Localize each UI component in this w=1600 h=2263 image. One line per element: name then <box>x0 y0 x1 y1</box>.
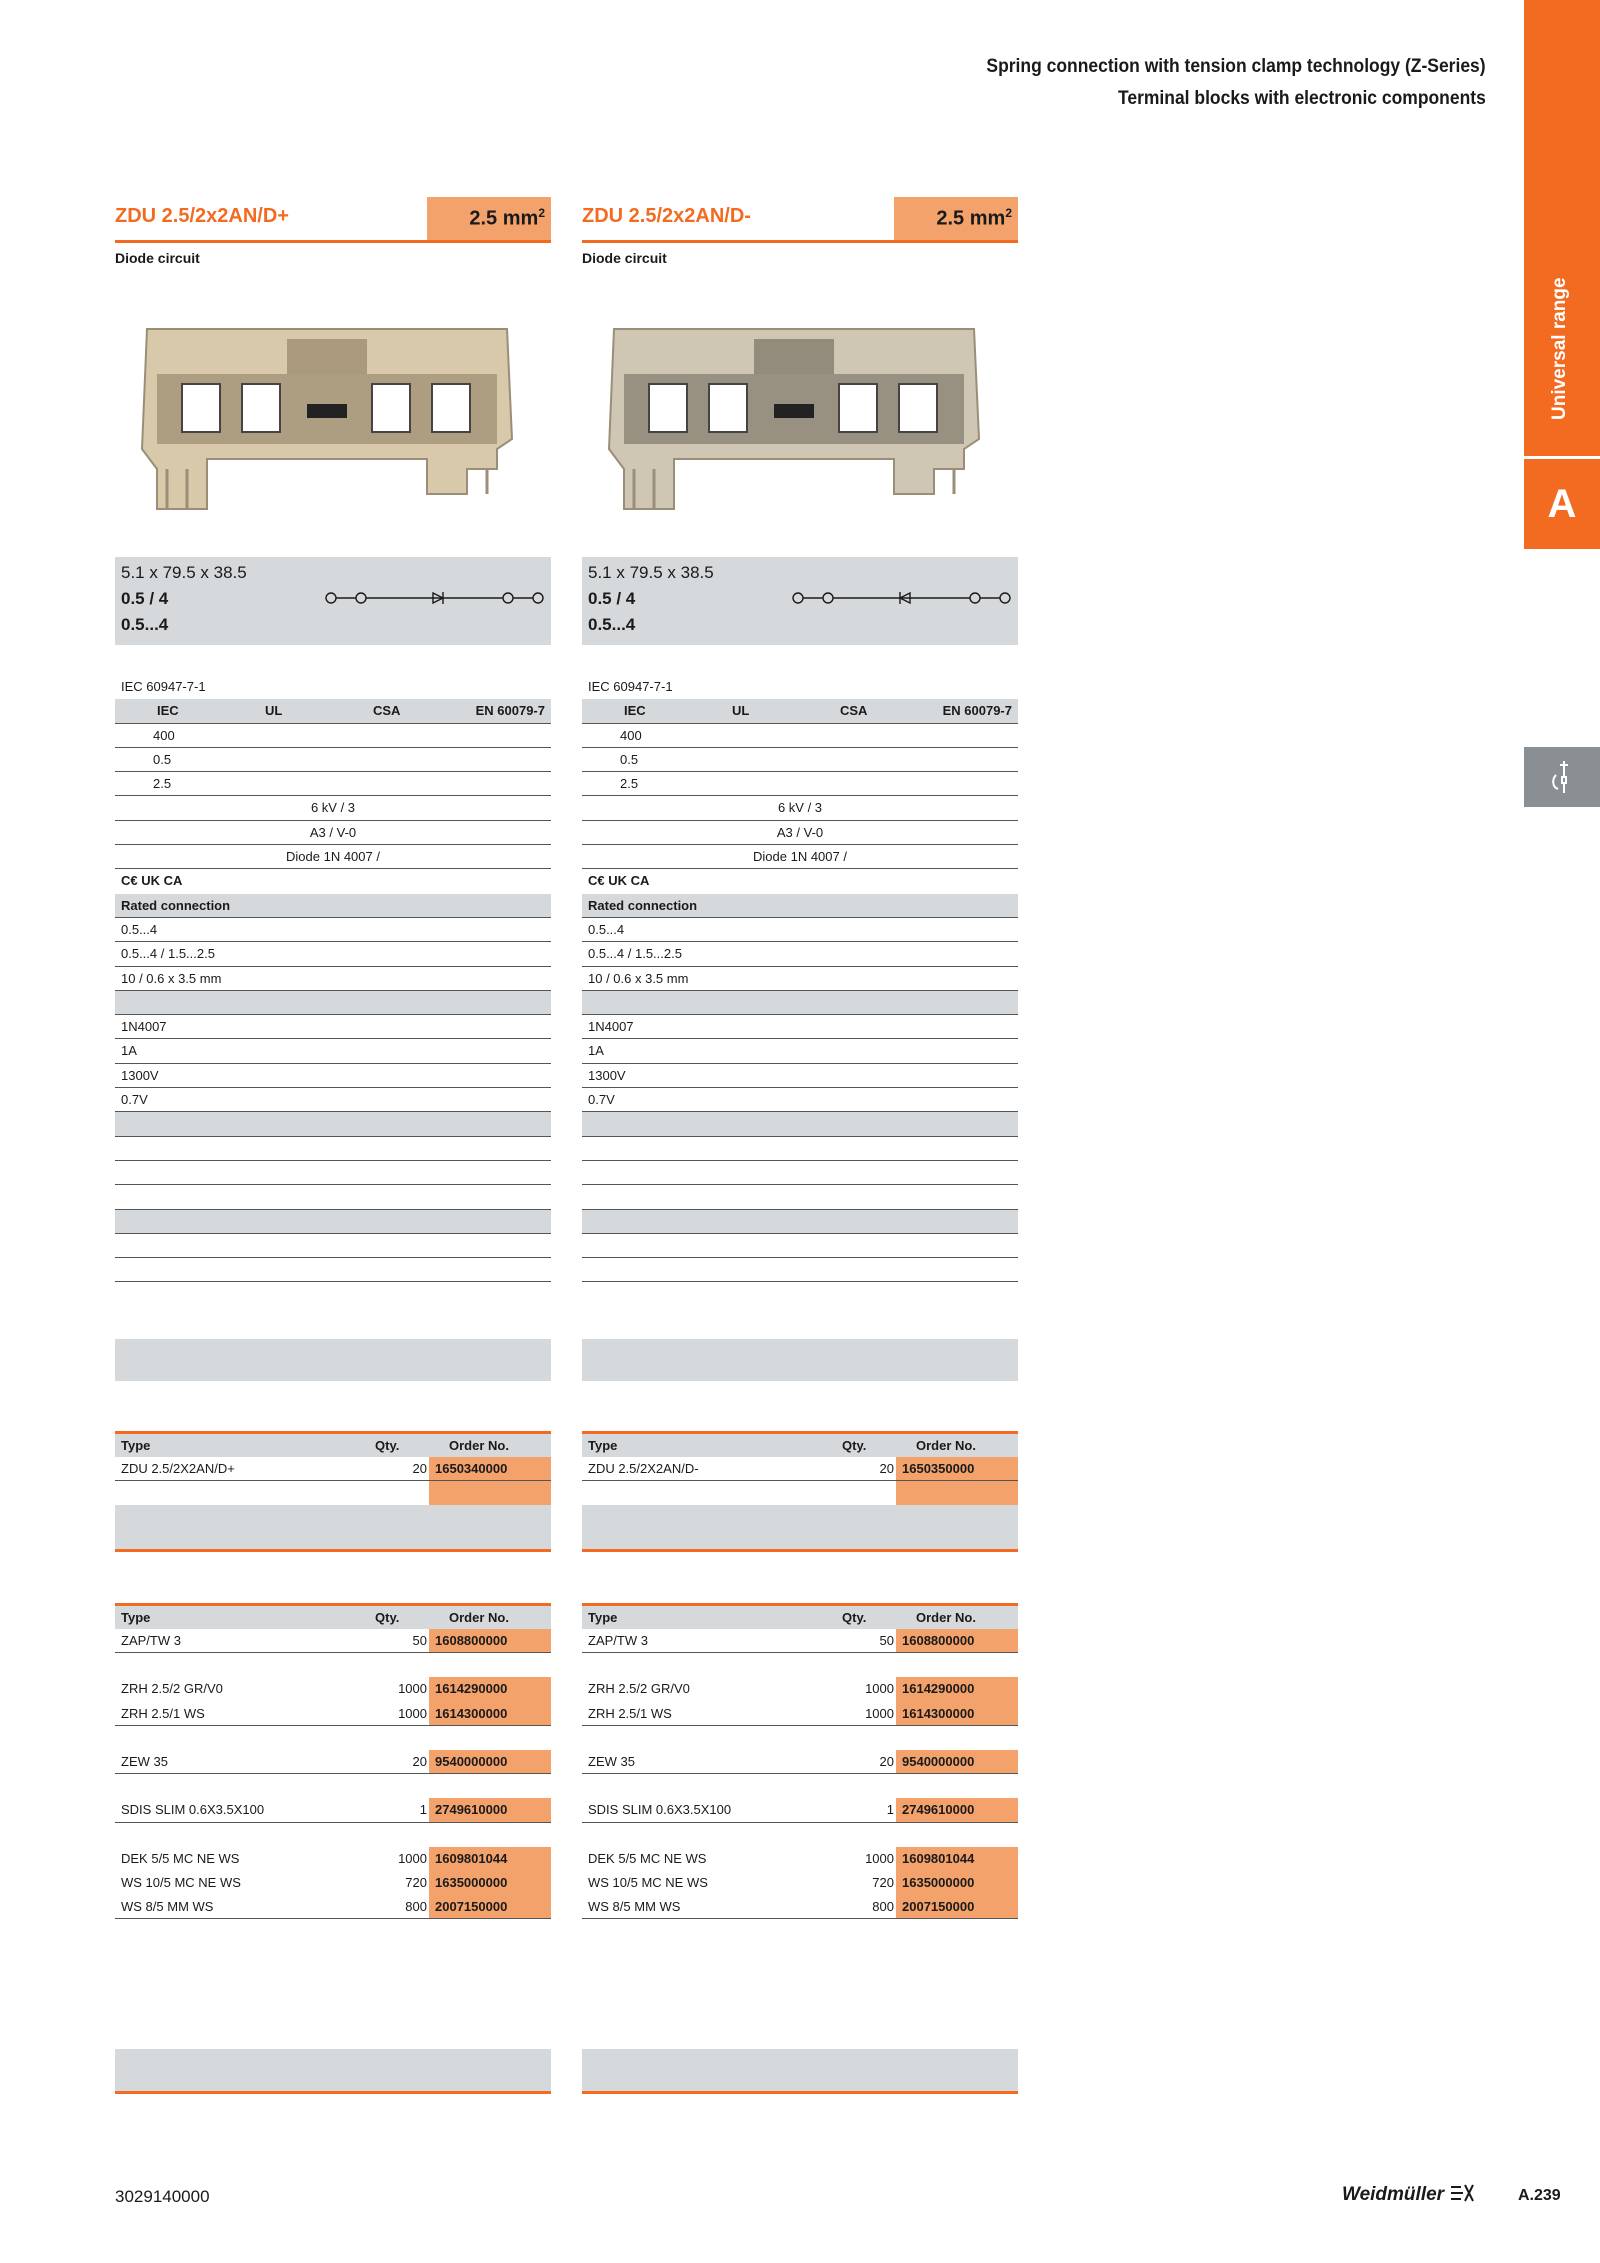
rating-row: 2.5 <box>115 772 551 796</box>
product-name: ZDU 2.5/2x2AN/D+ <box>115 205 289 227</box>
accessory-qty: 20 <box>412 1753 427 1769</box>
accessory-type: ZAP/TW 3 <box>588 1633 648 1648</box>
doc-number: 3029140000 <box>115 2187 210 2206</box>
product-name: ZDU 2.5/2x2AN/D- <box>582 205 751 227</box>
catalog-title: Spring connection with tension clamp technology (Z-Series) <box>986 56 1486 77</box>
accessory-row[interactable] <box>582 1798 1018 1822</box>
component-row: 1N4007 <box>582 1015 1018 1039</box>
accessory-order-number[interactable]: 2749610000 <box>429 1798 551 1821</box>
accessory-qty: 1000 <box>865 1850 894 1866</box>
product-column-minus <box>582 197 1018 1915</box>
property-row: 6 kV / 3 <box>582 796 1018 820</box>
accessory-type: DEK 5/5 MC NE WS <box>121 1850 240 1866</box>
accessory-qty: 720 <box>405 1874 427 1890</box>
blank-row <box>115 1161 551 1185</box>
rating-row: 2.5 <box>582 772 1018 796</box>
order-qty: 20 <box>879 1461 894 1476</box>
order-type: ZDU 2.5/2X2AN/D- <box>588 1461 699 1476</box>
accessory-type: ZAP/TW 3 <box>121 1633 181 1648</box>
accessory-row[interactable] <box>115 1847 551 1871</box>
product-subtitle: Diode circuit <box>115 250 200 266</box>
accessory-order-number[interactable]: 9540000000 <box>429 1750 551 1773</box>
accessories-table <box>582 1603 1018 1919</box>
accessory-row[interactable] <box>582 1871 1018 1895</box>
accessory-qty: 1000 <box>398 1850 427 1866</box>
notes-box <box>115 1339 551 1381</box>
approval-header <box>115 699 551 723</box>
section-header-blank <box>582 1112 1018 1136</box>
accessory-row[interactable] <box>115 1702 551 1726</box>
accessory-spacer <box>115 1823 551 1847</box>
screwdriver-icon <box>1542 757 1582 797</box>
accessory-qty: 720 <box>872 1874 894 1890</box>
order-number[interactable]: 1650340000 <box>429 1457 551 1480</box>
blank-row <box>582 1161 1018 1185</box>
product-subtitle: Diode circuit <box>582 250 667 266</box>
accessory-type: SDIS SLIM 0.6X3.5X100 <box>121 1802 265 1818</box>
accessory-order-number[interactable]: 1614290000 <box>429 1677 551 1701</box>
order-type: ZDU 2.5/2X2AN/D+ <box>121 1461 235 1476</box>
dimensions-text: 5.1 x 79.5 x 38.5 <box>121 563 247 582</box>
accessory-row[interactable] <box>115 1895 551 1919</box>
brand-mark-icon <box>1449 2183 1475 2203</box>
footer-notes-box <box>115 2049 551 2091</box>
header-csa: CSA <box>373 703 401 719</box>
accessory-type: ZEW 35 <box>588 1753 635 1769</box>
accessory-type: SDIS SLIM 0.6X3.5X100 <box>588 1802 732 1818</box>
accessory-row[interactable] <box>115 1798 551 1822</box>
product-title-bar <box>115 197 551 243</box>
order-end-line <box>115 1549 551 1552</box>
footer-notes-box <box>582 2049 1018 2091</box>
accessory-type: ZRH 2.5/1 WS <box>121 1705 205 1721</box>
brand-name: Weidmüller <box>1342 2184 1445 2205</box>
accessory-row[interactable] <box>115 1871 551 1895</box>
header-ul: UL <box>732 703 750 719</box>
accessory-order-number[interactable]: 1635000000 <box>896 1871 1018 1895</box>
terminal-block-image <box>127 319 527 519</box>
rating-row: 400 <box>582 724 1018 748</box>
rated-connection-header: Rated connection <box>115 894 551 918</box>
accessories-table <box>115 1603 551 1919</box>
section-header-blank <box>582 1210 1018 1234</box>
accessory-type: ZRH 2.5/1 WS <box>588 1705 672 1721</box>
brand-logo <box>1342 2183 1475 2206</box>
diode-circuit-symbol <box>792 587 1012 609</box>
notes-box <box>582 1339 1018 1381</box>
cross-section-badge: 2.5 $mm^2$ <box>427 197 551 240</box>
cert-row <box>582 869 1018 893</box>
header-en: EN 60079-7 <box>475 703 545 719</box>
clamping-range: 0.5 / 4 <box>121 589 169 608</box>
accessory-spacer <box>582 1774 1018 1798</box>
accessory-qty: 1 <box>886 1802 894 1818</box>
accessory-qty: 1000 <box>865 1681 894 1697</box>
order-row-empty <box>582 1481 1018 1505</box>
accessory-qty: 1000 <box>398 1681 427 1697</box>
accessory-order-number[interactable]: 2007150000 <box>429 1895 551 1918</box>
accessory-qty: 1000 <box>398 1705 427 1721</box>
connection-row: 0.5...4 <box>115 918 551 942</box>
property-row: Diode 1N 4007 / <box>115 845 551 869</box>
accessory-spacer <box>115 1726 551 1750</box>
cert-row <box>115 869 551 893</box>
rating-row: 0.5 <box>115 748 551 772</box>
column-end-line <box>115 2091 551 2094</box>
standard-row: IEC 60947-7-1 <box>588 679 673 694</box>
order-row-empty <box>115 1481 551 1505</box>
accessory-type: ZRH 2.5/2 GR/V0 <box>121 1681 223 1697</box>
header-iec: IEC <box>624 703 646 719</box>
accessory-row[interactable] <box>115 1677 551 1701</box>
accessory-row[interactable] <box>582 1677 1018 1701</box>
accessory-order-number[interactable]: 1609801044 <box>896 1847 1018 1871</box>
component-row: 1A <box>582 1039 1018 1063</box>
conductor-range: 0.5...4 <box>588 615 636 634</box>
header-en: EN 60079-7 <box>942 703 1012 719</box>
header-ul: UL <box>265 703 283 719</box>
accessories-header: Type Qty. Order No. <box>582 1603 1018 1629</box>
certification-mark: C€ UK CA <box>588 873 650 889</box>
order-notes-box <box>115 1505 551 1549</box>
side-section-letter[interactable]: A <box>1524 459 1600 549</box>
blank-row <box>115 1185 551 1209</box>
accessory-qty: 800 <box>872 1899 894 1915</box>
dimensions-box <box>582 557 1018 645</box>
component-row: 1300V <box>582 1064 1018 1088</box>
order-table <box>582 1431 1018 1505</box>
order-row[interactable] <box>115 1457 551 1481</box>
accessory-row[interactable] <box>582 1750 1018 1774</box>
accessory-order-number[interactable]: 1608800000 <box>896 1629 1018 1652</box>
accessory-spacer <box>582 1653 1018 1677</box>
spec-table <box>582 675 1018 1282</box>
rated-connection-header: Rated connection <box>582 894 1018 918</box>
component-row: 0.7V <box>582 1088 1018 1112</box>
accessory-qty: 1000 <box>865 1705 894 1721</box>
property-row: Diode 1N 4007 / <box>582 845 1018 869</box>
connection-row: 10 / 0.6 x 3.5 mm <box>115 967 551 991</box>
section-header-blank <box>115 1210 551 1234</box>
spec-table <box>115 675 551 1282</box>
header-iec: IEC <box>157 703 179 719</box>
blank-row <box>582 1137 1018 1161</box>
blank-row <box>582 1258 1018 1282</box>
accessory-order-number[interactable]: 2007150000 <box>896 1895 1018 1918</box>
component-row: 0.7V <box>115 1088 551 1112</box>
page-number: A.239 <box>1518 2187 1561 2204</box>
product-title-bar <box>582 197 1018 243</box>
accessory-type: DEK 5/5 MC NE WS <box>588 1850 707 1866</box>
product-column-plus <box>115 197 551 1915</box>
accessory-row[interactable] <box>115 1750 551 1774</box>
blank-row <box>115 1137 551 1161</box>
accessory-qty: 1 <box>419 1802 427 1818</box>
accessory-row[interactable] <box>582 1847 1018 1871</box>
section-header-blank <box>115 1112 551 1136</box>
accessory-row[interactable] <box>582 1629 1018 1653</box>
connection-row: 0.5...4 <box>582 918 1018 942</box>
blank-row <box>115 1258 551 1282</box>
accessory-qty: 800 <box>405 1899 427 1915</box>
component-row: 1N4007 <box>115 1015 551 1039</box>
accessory-order-number[interactable]: 1635000000 <box>429 1871 551 1895</box>
diode-circuit-symbol <box>325 587 545 609</box>
component-row: 1A <box>115 1039 551 1063</box>
accessory-spacer <box>115 1653 551 1677</box>
accessory-type: ZEW 35 <box>121 1753 168 1769</box>
clamping-range: 0.5 / 4 <box>588 589 636 608</box>
accessory-order-number[interactable]: 1614290000 <box>896 1677 1018 1701</box>
dimensions-text: 5.1 x 79.5 x 38.5 <box>588 563 714 582</box>
accessory-type: WS 8/5 MM WS <box>121 1899 214 1915</box>
accessory-type: ZRH 2.5/2 GR/V0 <box>588 1681 690 1697</box>
accessory-type: WS 10/5 MC NE WS <box>121 1874 241 1890</box>
accessory-order-number[interactable]: 2749610000 <box>896 1798 1018 1821</box>
accessory-qty: 50 <box>879 1633 894 1648</box>
accessory-spacer <box>115 1774 551 1798</box>
section-header-blank <box>582 991 1018 1015</box>
accessory-spacer <box>582 1823 1018 1847</box>
accessory-row[interactable] <box>115 1629 551 1653</box>
accessory-spacer <box>582 1726 1018 1750</box>
accessory-order-number[interactable]: 9540000000 <box>896 1750 1018 1773</box>
order-header: Type Qty. Order No. <box>115 1431 551 1457</box>
blank-row <box>582 1185 1018 1209</box>
conductor-range: 0.5...4 <box>121 615 169 634</box>
order-header: Type Qty. Order No. <box>582 1431 1018 1457</box>
component-row: 1300V <box>115 1064 551 1088</box>
accessory-type: WS 10/5 MC NE WS <box>588 1874 708 1890</box>
standard-row: IEC 60947-7-1 <box>121 679 206 694</box>
connection-row: 0.5...4 / 1.5...2.5 <box>115 942 551 966</box>
connection-row: 0.5...4 / 1.5...2.5 <box>582 942 1018 966</box>
accessory-order-number[interactable]: 1614300000 <box>429 1702 551 1725</box>
order-notes-box <box>582 1505 1018 1549</box>
property-row: A3 / V-0 <box>582 821 1018 845</box>
accessory-row[interactable] <box>582 1702 1018 1726</box>
rating-row: 400 <box>115 724 551 748</box>
header-csa: CSA <box>840 703 868 719</box>
terminal-block-image <box>594 319 994 519</box>
approval-header <box>582 699 1018 723</box>
order-table <box>115 1431 551 1505</box>
catalog-subtitle: Terminal blocks with electronic components <box>1118 88 1486 109</box>
property-row: A3 / V-0 <box>115 821 551 845</box>
column-end-line <box>582 2091 1018 2094</box>
accessory-row[interactable] <box>582 1895 1018 1919</box>
blank-row <box>582 1234 1018 1258</box>
rating-row: 0.5 <box>582 748 1018 772</box>
order-end-line <box>582 1549 1018 1552</box>
accessories-header: Type Qty. Order No. <box>115 1603 551 1629</box>
dimensions-box <box>115 557 551 645</box>
property-row: 6 kV / 3 <box>115 796 551 820</box>
accessory-order-number[interactable]: 1609801044 <box>429 1847 551 1871</box>
accessory-order-number[interactable]: 1608800000 <box>429 1629 551 1652</box>
connection-row: 10 / 0.6 x 3.5 mm <box>582 967 1018 991</box>
accessory-order-number[interactable]: 1614300000 <box>896 1702 1018 1725</box>
certification-mark: C€ UK CA <box>121 873 183 889</box>
cross-section-badge: 2.5 $mm^2$ <box>894 197 1018 240</box>
section-header-blank <box>115 991 551 1015</box>
order-row[interactable] <box>582 1457 1018 1481</box>
accessory-type: WS 8/5 MM WS <box>588 1899 681 1915</box>
order-number[interactable]: 1650350000 <box>896 1457 1018 1480</box>
accessory-qty: 50 <box>412 1633 427 1648</box>
order-qty: 20 <box>412 1461 427 1476</box>
side-tool-tab[interactable] <box>1524 747 1600 807</box>
accessory-qty: 20 <box>879 1753 894 1769</box>
blank-row <box>115 1234 551 1258</box>
side-range-label: Universal range <box>1549 277 1570 420</box>
